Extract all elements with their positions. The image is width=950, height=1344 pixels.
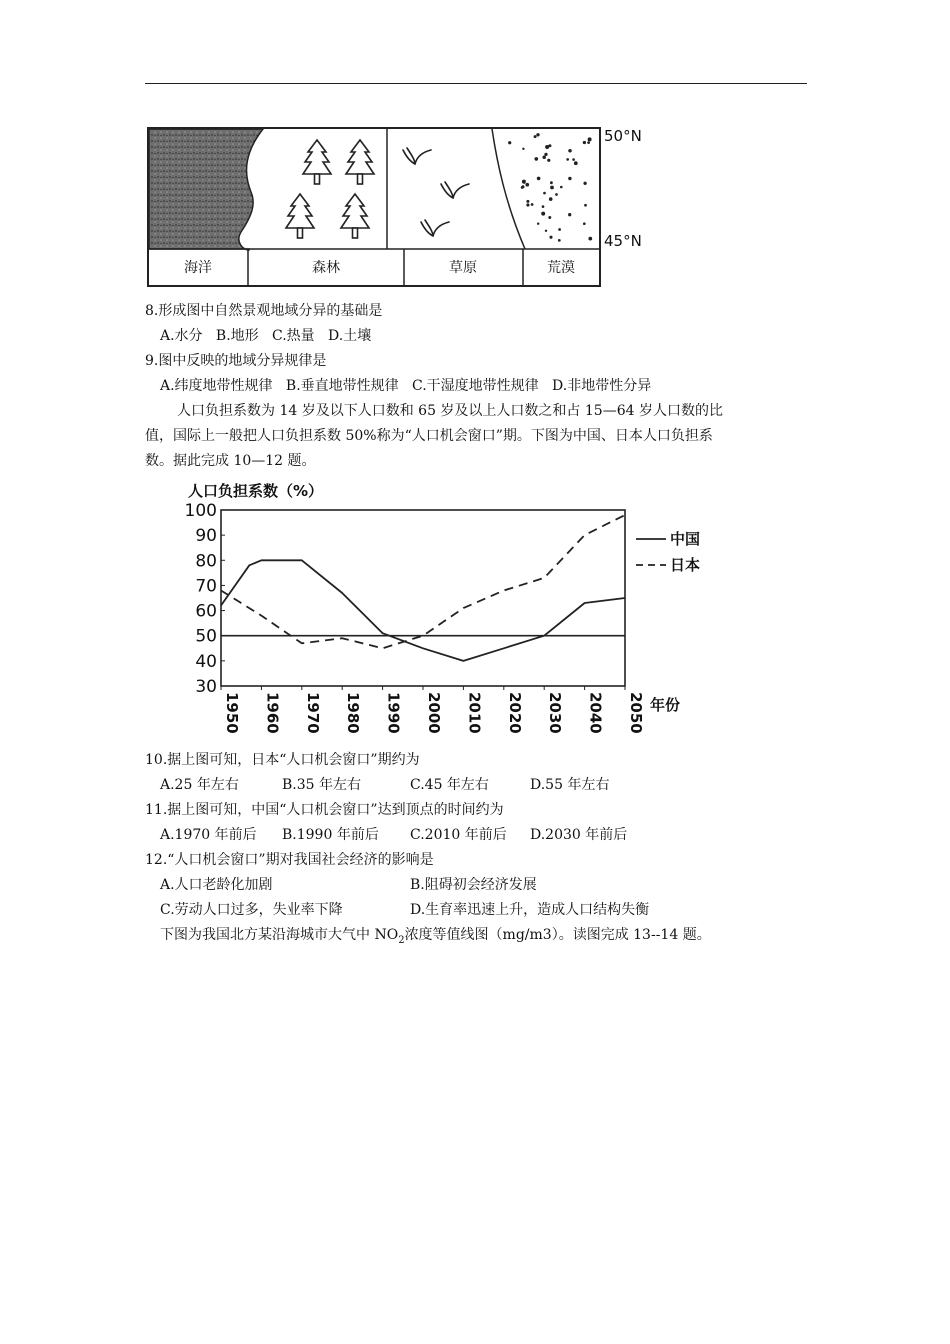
desert-dot <box>548 144 551 147</box>
desert-dot <box>547 159 550 162</box>
page-header-rule <box>145 83 807 84</box>
desert-dot <box>555 193 558 196</box>
latitude-label-top: 50°N <box>604 127 642 145</box>
desert-dot <box>549 197 553 201</box>
desert-dot <box>583 222 586 225</box>
q12-option-b: B.阻碍初会经济发展 <box>410 877 537 893</box>
desert-dot <box>541 212 545 216</box>
x-tick-label: 2020 <box>505 692 524 734</box>
zone-label-forest: 森林 <box>312 260 340 276</box>
q10-option-c: C.45 年左右 <box>410 777 489 793</box>
desert-dot <box>568 213 571 216</box>
q11-option-c: C.2010 年前后 <box>410 827 507 843</box>
x-tick-label: 1970 <box>303 692 322 734</box>
desert-dot <box>526 200 529 203</box>
plot-frame <box>221 510 625 686</box>
x-tick-label: 2040 <box>586 692 605 734</box>
y-tick-label: 70 <box>195 576 217 597</box>
desert-dot <box>558 239 561 242</box>
intro-13-14-pre: 下图为我国北方某沿海城市大气中 NO <box>160 927 399 943</box>
desert-dot <box>542 205 545 208</box>
desert-dot <box>566 158 569 161</box>
intro-line-1: 人口负担系数为 14 岁及以下人口数和 65 岁及以上人口数之和占 15—64 岁人口数的比 <box>177 403 723 419</box>
desert-dot <box>544 153 547 156</box>
desert-dot <box>572 158 575 161</box>
desert-dot <box>543 192 546 195</box>
desert-dot <box>537 177 541 181</box>
no2-subscript: 2 <box>398 934 405 946</box>
x-tick-label: 1980 <box>344 692 363 734</box>
q9-options: A.纬度地带性规律 B.垂直地带性规律 C.干湿度地带性规律 D.非地带性分异 <box>160 378 652 394</box>
zone-label-ocean: 海洋 <box>184 260 212 276</box>
y-tick-label: 40 <box>195 651 217 672</box>
q11-option-a: A.1970 年前后 <box>160 827 257 843</box>
desert-dot <box>545 230 547 232</box>
legend-label: 中国 <box>670 530 700 548</box>
landscape-zone-diagram <box>145 122 665 292</box>
q8-stem: 8.形成图中自然景观地域分异的基础是 <box>145 303 383 319</box>
desert-dot <box>542 155 546 159</box>
desert-dot <box>537 222 539 224</box>
desert-dot <box>534 157 538 161</box>
x-axis-label: 年份 <box>650 696 681 714</box>
latitude-label-bottom: 45°N <box>604 232 642 250</box>
series-line-japan <box>221 515 625 648</box>
y-tick-label: 90 <box>195 526 217 547</box>
y-tick-label: 30 <box>195 677 217 697</box>
desert-dot <box>550 186 554 190</box>
desert-dot <box>574 161 578 165</box>
q12-stem: 12.“人口机会窗口”期对我国社会经济的影响是 <box>145 852 434 868</box>
desert-dot <box>522 180 526 184</box>
desert-dot <box>583 182 586 185</box>
series-line-china <box>221 560 625 661</box>
q9-stem: 9.图中反映的地域分异规律是 <box>145 353 327 369</box>
q10-stem: 10.据上图可知，日本“人口机会窗口”期约为 <box>145 752 420 768</box>
desert-dot <box>588 237 592 241</box>
x-tick-label: 2050 <box>627 692 645 734</box>
chart-title: 人口负担系数（%） <box>188 482 324 500</box>
y-tick-label: 50 <box>195 626 217 647</box>
x-tick-label: 2030 <box>546 692 565 734</box>
desert-dot <box>531 203 534 206</box>
desert-dot <box>568 177 571 180</box>
intro-line-3: 数。据此完成 10—12 题。 <box>145 453 316 469</box>
y-tick-label: 80 <box>195 551 217 572</box>
q8-options: A.水分 B.地形 C.热量 D.土壤 <box>160 328 372 344</box>
q10-option-a: A.25 年左右 <box>160 777 239 793</box>
desert-dot <box>525 183 529 187</box>
desert-dot <box>522 185 525 188</box>
desert-dot <box>522 148 524 150</box>
q12-option-a: A.人口老龄化加剧 <box>160 877 273 893</box>
q11-option-b: B.1990 年前后 <box>282 827 379 843</box>
intro-13-14-post: 浓度等值线图（mg/m3）。读图完成 13--14 题。 <box>404 927 711 943</box>
zone-label-desert: 荒漠 <box>547 260 575 276</box>
desert-dot <box>534 135 537 138</box>
desert-dot <box>550 181 553 184</box>
desert-dot <box>587 141 590 144</box>
desert-dot <box>526 203 529 206</box>
desert-dot <box>548 216 551 219</box>
intro-13-14 <box>160 925 711 951</box>
intro-line-2: 值，国际上一般把人口负担系数 50%称为“人口机会窗口”期。下图为中国、日本人口负担系 <box>145 428 713 444</box>
desert-dot <box>584 204 587 207</box>
q10-option-d: D.55 年左右 <box>530 777 610 793</box>
x-tick-label: 1950 <box>223 692 241 734</box>
zone-label-grassland: 草原 <box>449 260 477 276</box>
desert-dot <box>558 228 561 231</box>
desert-dot <box>549 236 552 239</box>
desert-dot <box>583 141 586 144</box>
q11-stem: 11.据上图可知，中国“人口机会窗口”达到顶点的时间约为 <box>145 802 504 818</box>
desert-dot <box>536 133 539 136</box>
y-tick-label: 60 <box>195 601 217 622</box>
desert-dot <box>588 137 592 141</box>
x-tick-label: 2010 <box>465 692 484 734</box>
q12-option-d: D.生育率迅速上升，造成人口结构失衡 <box>410 902 650 918</box>
x-tick-label: 1960 <box>263 692 282 734</box>
q12-option-c: C.劳动人口过多，失业率下降 <box>160 902 343 918</box>
x-tick-label: 2000 <box>425 692 443 734</box>
y-tick-label: 100 <box>184 501 217 521</box>
desert-dot <box>508 141 511 144</box>
desert-dot <box>568 149 572 153</box>
q11-option-d: D.2030 年前后 <box>530 827 628 843</box>
legend-label: 日本 <box>670 556 700 574</box>
x-tick-label: 1990 <box>384 692 403 734</box>
dependency-ratio-chart <box>180 478 700 740</box>
desert-dot <box>560 186 563 189</box>
q10-option-b: B.35 年左右 <box>282 777 362 793</box>
